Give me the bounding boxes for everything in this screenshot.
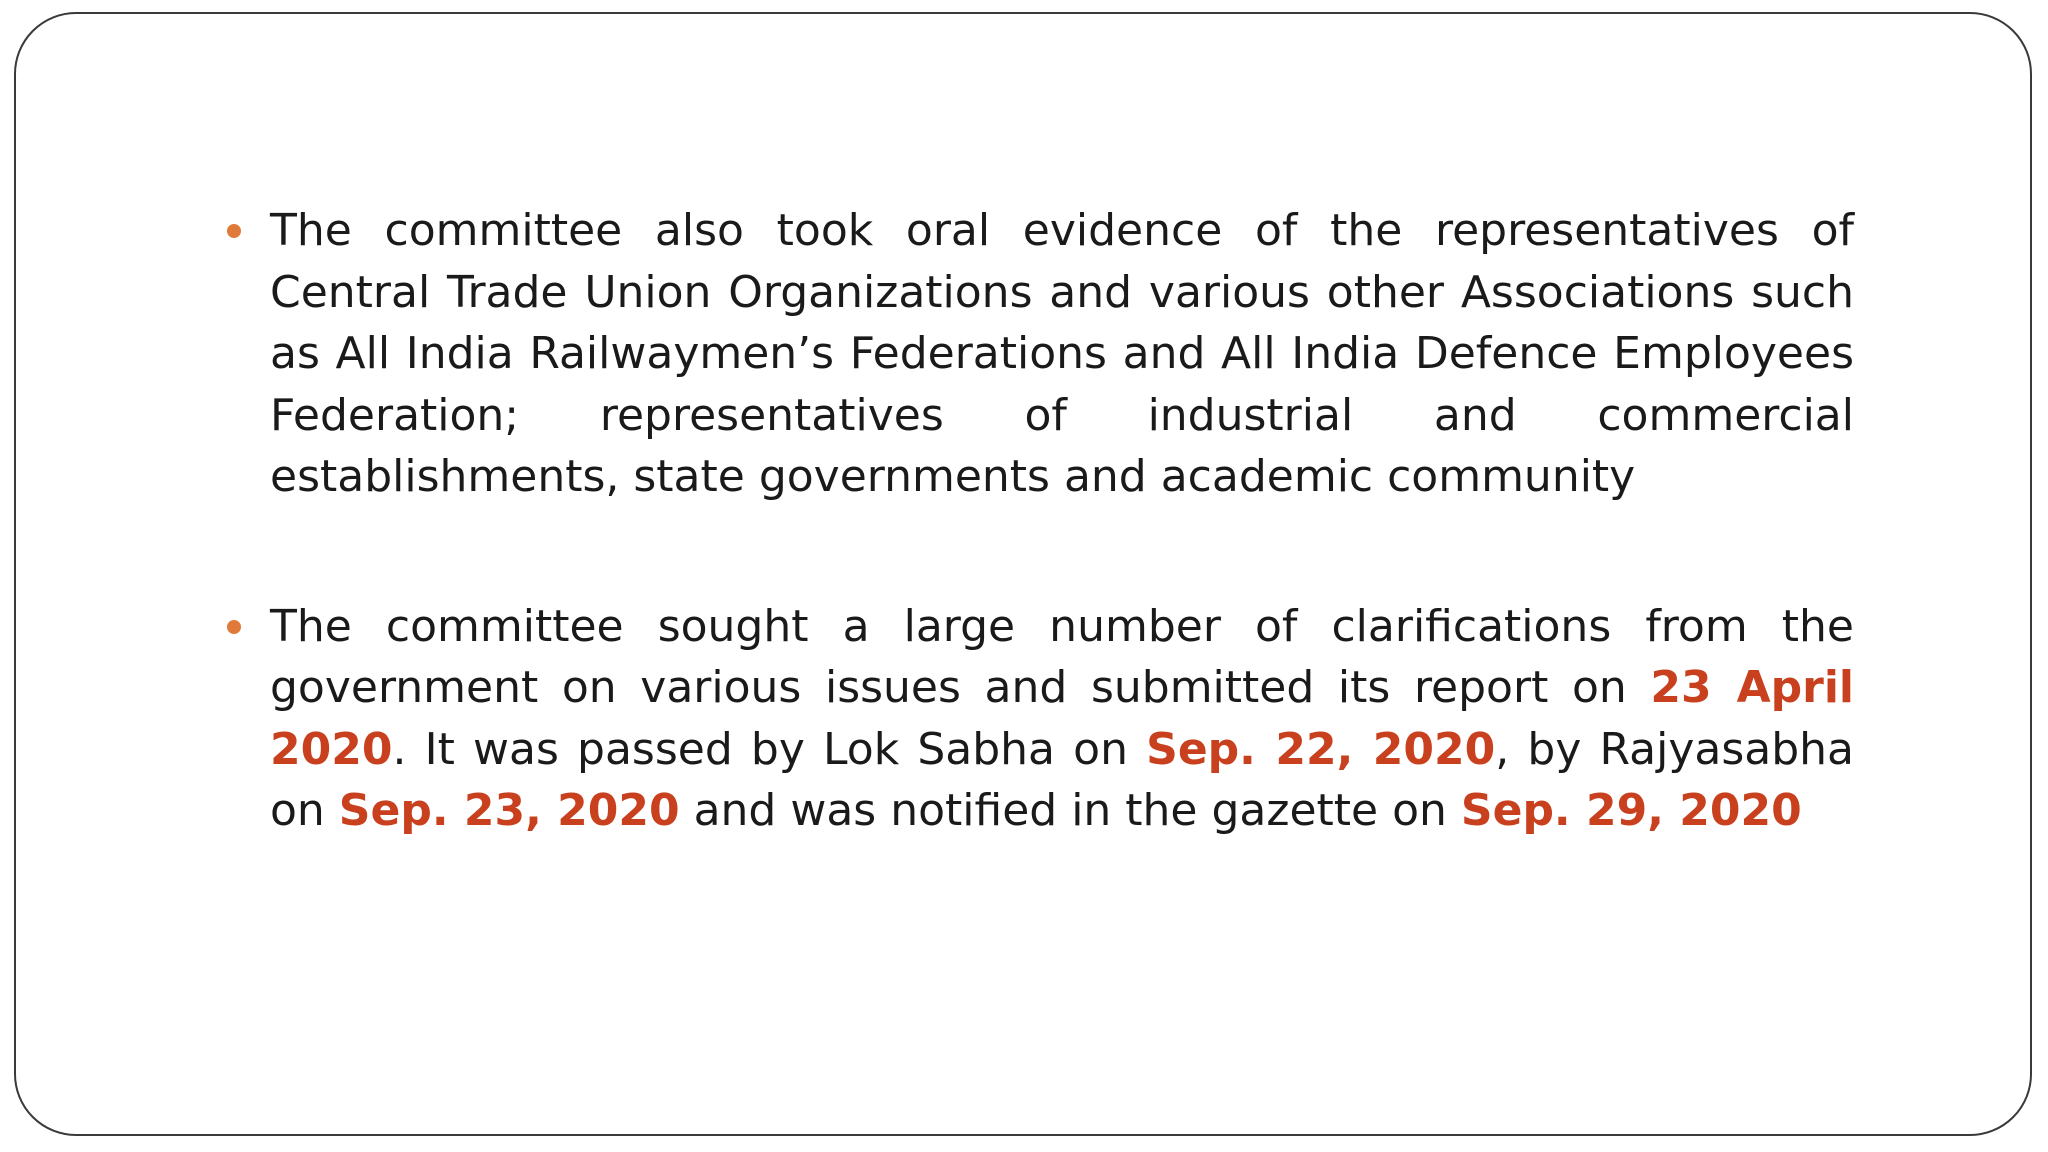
bullet-text: The committee sought a large number of clarifications from the government on various issues and submitted its report on — [270, 600, 1854, 713]
slide-content — [270, 200, 1854, 842]
bullet-text: and was notified in the gazette on — [679, 785, 1461, 836]
rajyasabha-date: Sep. 23, 2020 — [338, 785, 680, 836]
bullet-item-report-dates — [270, 596, 1854, 842]
bullet-dot-icon — [227, 224, 241, 238]
bullet-text: . It was passed by Lok Sabha on — [392, 723, 1147, 775]
gazette-date: Sep. 29, 2020 — [1460, 785, 1802, 836]
bullet-dot-icon — [227, 620, 241, 634]
slide-frame — [14, 12, 2032, 1136]
bullet-text: , by Rajyasabha on — [270, 723, 1854, 836]
bullet-item-oral-evidence — [270, 200, 1854, 508]
bullet-text: The committee also took oral evidence of the representatives of Central Trade Union Organizations and various other Associations such as All India Railwaymen’s Federations and All India Defence Employees Federation; representatives of industrial and commercial establishments, state governments and academic community — [270, 205, 1854, 502]
report-date: 23 April 2020 — [270, 662, 1854, 775]
lok-sabha-date: Sep. 22, 2020 — [1146, 723, 1496, 775]
